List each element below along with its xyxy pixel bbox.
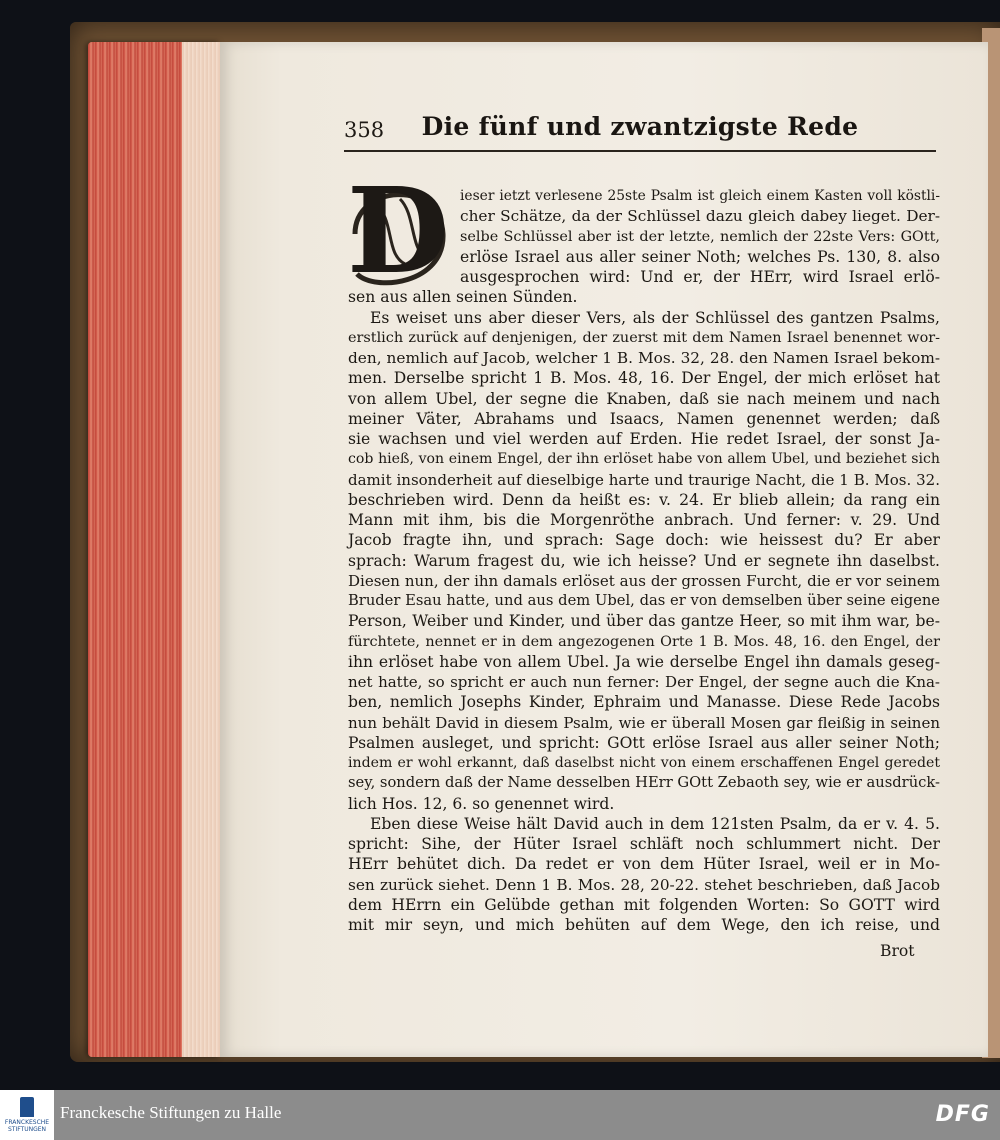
- text-line: Mann mit ihm, bis die Morgenröthe anbrach. Und ferner: v. 29. Und: [348, 511, 940, 529]
- text-line: Eben diese Weise hält David auch in dem 121sten Psalm, da er v. 4. 5.: [370, 815, 940, 833]
- text-line: erlöse Israel aus aller seiner Noth; welches Ps. 130, 8. also: [460, 248, 940, 266]
- text-line: HErr behütet dich. Da redet er von dem Hüter Israel, weil er in Mo-: [348, 855, 940, 873]
- text-line: meiner Väter, Abrahams und Isaacs, Namen genennet werden; daß: [348, 410, 940, 428]
- text-line: Es weiset uns aber dieser Vers, als der Schlüssel des gantzen Psalms,: [370, 309, 940, 327]
- text-line: sen zurück siehet. Denn 1 B. Mos. 28, 20-22. stehet beschrieben, daß Jacob: [348, 876, 940, 894]
- text-line: Bruder Esau hatte, und aus dem Ubel, das er von demselben über seine eigene: [348, 592, 940, 609]
- catchword: Brot: [880, 942, 915, 960]
- text-line: ben, nemlich Josephs Kinder, Ephraim und Manasse. Diese Rede Jacobs: [348, 693, 940, 711]
- text-line: Diesen nun, der ihn damals erlöset aus der grossen Furcht, die er vor seinem: [348, 572, 940, 590]
- institution-logo[interactable]: [0, 1090, 54, 1140]
- text-line: ihn erlöset habe von allem Ubel. Ja wie derselbe Engel ihn damals geseg-: [348, 653, 940, 671]
- text-line: selbe Schlüssel aber ist der letzte, nemlich der 22ste Vers: GOtt,: [460, 229, 940, 245]
- text-line: indem er wohl erkannt, daß daselbst nicht von einem erschaffenen Engel geredet: [348, 755, 940, 771]
- text-line: den, nemlich auf Jacob, welcher 1 B. Mos. 32, 28. den Namen Israel bekom-: [348, 349, 940, 367]
- text-line: ieser ietzt verlesene 25ste Psalm ist gleich einem Kasten voll köstli-: [460, 188, 940, 204]
- page-header: [344, 110, 936, 152]
- text-line: Jacob fragte ihn, und sprach: Sage doch: wie heissest du? Er aber: [348, 531, 940, 549]
- footer-bar: [0, 1090, 1000, 1140]
- page-number: 358: [344, 118, 385, 142]
- dfg-logo[interactable]: DFG: [935, 1102, 990, 1127]
- text-line: sey, sondern daß der Name desselben HErr GOtt Zebaoth sey, wie er ausdrück-: [348, 774, 940, 791]
- text-line: cher Schätze, da der Schlüssel dazu gleich dabey lieget. Der-: [460, 207, 940, 225]
- text-line: von allem Ubel, der segne die Knaben, daß sie nach meinem und nach: [348, 390, 940, 408]
- text-line: beschrieben wird. Denn da heißt es: v. 24. Er blieb allein; da rang ein: [348, 491, 940, 509]
- text-line: lich Hos. 12, 6. so genennet wird.: [348, 795, 615, 813]
- dropcap-letter: D: [346, 161, 450, 300]
- text-line: spricht: Sihe, der Hüter Israel schläft noch schlummert nicht. Der: [348, 835, 940, 853]
- building-icon: [20, 1097, 34, 1117]
- text-line: Psalmen ausleget, und spricht: GOtt erlöse Israel aus aller seiner Noth;: [348, 734, 940, 752]
- text-line: ausgesprochen wird: Und er, der HErr, wird Israel erlö-: [460, 268, 940, 286]
- text-line: nun behält David in diesem Psalm, wie er überall Mosen gar fleißig in seinen: [348, 714, 940, 732]
- text-line: fürchtete, nennet er in dem angezogenen Orte 1 B. Mos. 48, 16. den Engel, der: [348, 634, 940, 650]
- text-line: mit mir seyn, und mich behüten auf dem Wege, den ich reise, und: [348, 916, 940, 934]
- institution-name: Franckesche Stiftungen zu Halle: [60, 1103, 282, 1122]
- logo-text: FRANCKESCHE STIFTUNGEN: [4, 1119, 50, 1133]
- text-line: dem HErrn ein Gelübde gethan mit folgenden Worten: So GOTT wird: [348, 896, 940, 914]
- text-line: Person, Weiber und Kinder, und über das gantze Heer, so mit ihm war, be-: [348, 612, 940, 630]
- text-line: erstlich zurück auf denjenigen, der zuerst mit dem Namen Israel benennet wor-: [348, 330, 940, 346]
- text-line: cob hieß, von einem Engel, der ihn erlöset habe von allem Ubel, und beziehet sich: [348, 451, 940, 467]
- text-line: damit insonderheit auf dieselbige harte und traurige Nacht, die 1 B. Mos. 32.: [348, 471, 940, 489]
- text-line: sprach: Warum fragest du, wie ich heisse? Und er segnete ihn daselbst.: [348, 552, 940, 570]
- text-line: men. Derselbe spricht 1 B. Mos. 48, 16. Der Engel, der mich erlöset hat: [348, 369, 940, 387]
- text-line: sie wachsen und viel werden auf Erden. Hie redet Israel, der sonst Ja-: [348, 430, 940, 448]
- text-line: sen aus allen seinen Sünden.: [348, 288, 578, 306]
- decorated-initial: [345, 161, 451, 300]
- running-title: Die fünf und zwantzigste Rede: [421, 112, 859, 141]
- text-line: net hatte, so spricht er auch nun ferner: Der Engel, der segne auch die Kna-: [348, 673, 940, 691]
- page-edges: [88, 42, 220, 1057]
